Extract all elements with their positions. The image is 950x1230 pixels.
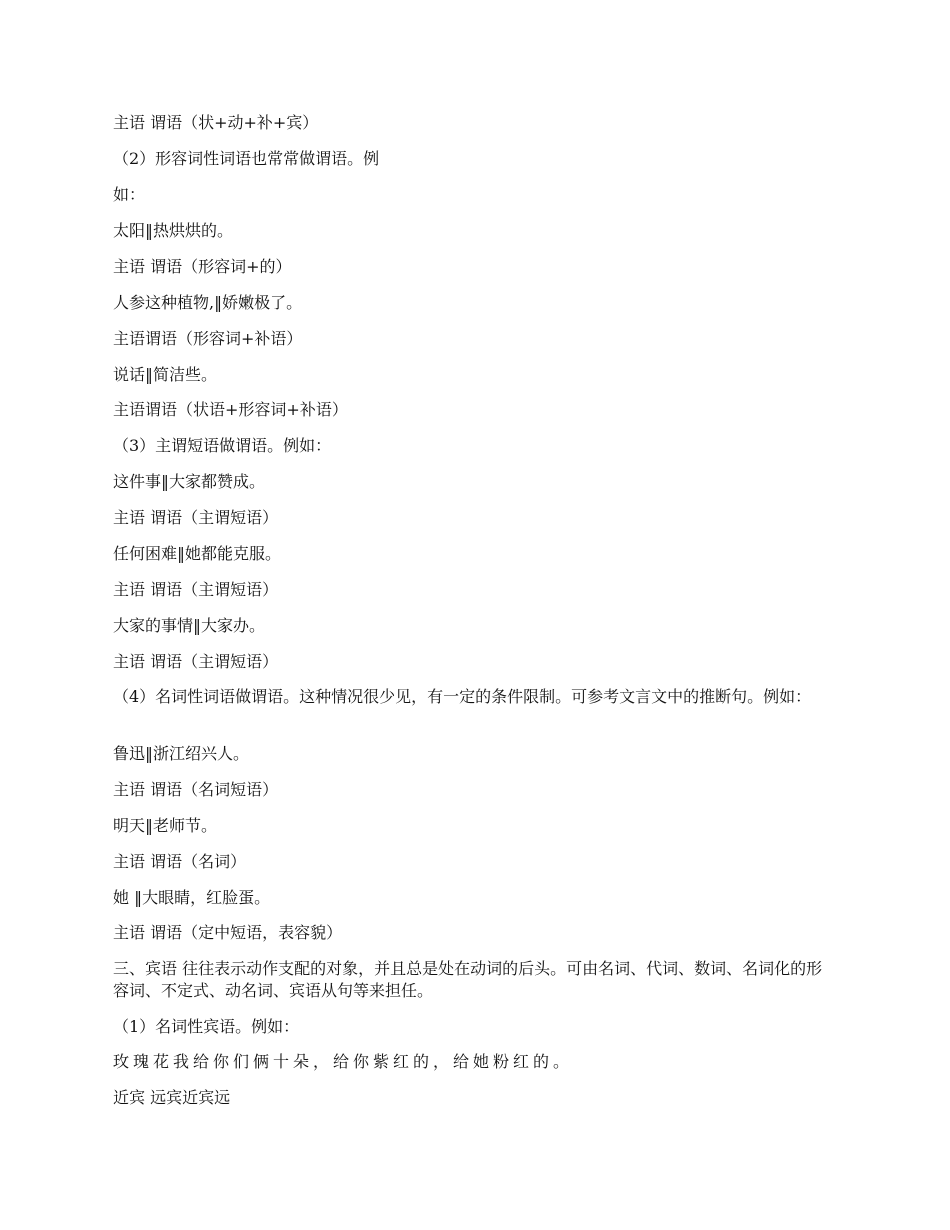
- text-line: 主语 谓语（主谓短语）: [113, 652, 279, 671]
- text-line: 主语谓语（状语+形容词+补语）: [113, 400, 348, 419]
- text-line: 明天‖老师节。: [113, 816, 218, 835]
- text-line: 主语 谓语（主谓短语）: [113, 580, 279, 599]
- text-line: （2）形容词性词语也常常做谓语。例: [113, 149, 380, 168]
- text-line: 主语谓语（形容词+补语）: [113, 329, 303, 348]
- text-line: 任何困难‖她都能克服。: [113, 544, 282, 563]
- text-line: 主语 谓语（形容词+的）: [113, 257, 292, 276]
- text-line: 大家的事情‖大家办。: [113, 616, 266, 635]
- text-line: 她 ‖大眼睛，红脸蛋。: [113, 888, 271, 907]
- text-line: 主语 谓语（名词短语）: [113, 780, 279, 799]
- text-paragraph: 三、宾语 往往表示动作支配的对象，并且总是处在动词的后头。可由名词、代词、数词、名词化的形容词、不定式、动名词、宾语从句等来担任。: [113, 959, 823, 1000]
- text-line: 说话‖简洁些。: [113, 365, 218, 384]
- text-line: 太阳‖热烘烘的。: [113, 221, 234, 240]
- text-line: 主语 谓语（主谓短语）: [113, 508, 279, 527]
- text-line: 如：: [113, 185, 146, 204]
- text-line: 主语 谓语（名词）: [113, 852, 247, 871]
- text-line: 这件事‖大家都赞成。: [113, 472, 266, 491]
- text-line: 主语 谓语（定中短语，表容貌）: [113, 923, 343, 942]
- text-line: 玫瑰花我给你们俩十朵，给你紫红的，给她粉红的。: [113, 1052, 574, 1071]
- text-line: （3）主谓短语做谓语。例如：: [113, 436, 332, 455]
- text-paragraph: （4）名词性词语做谓语。这种情况很少见，有一定的条件限制。可参考文言文中的推断句。例如：: [113, 687, 812, 706]
- text-line: 主语 谓语（状+动+补+宾）: [113, 113, 319, 132]
- text-line: （1）名词性宾语。例如：: [113, 1017, 300, 1036]
- text-line: 人参这种植物,‖娇嫩极了。: [113, 293, 303, 312]
- text-line: 近宾 远宾近宾远: [113, 1088, 231, 1107]
- text-line: 鲁迅‖浙江绍兴人。: [113, 744, 250, 763]
